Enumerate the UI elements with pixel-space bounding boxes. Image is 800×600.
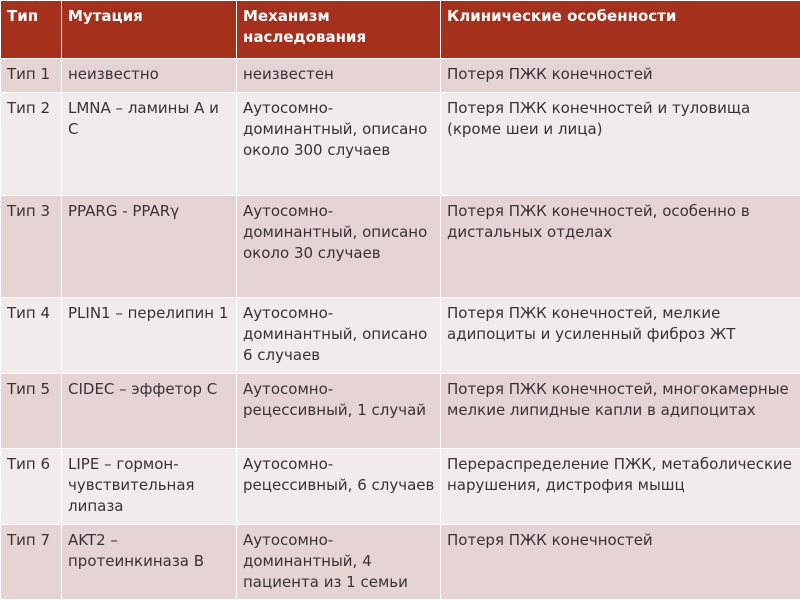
header-clinical: Клинические особенности	[441, 1, 800, 59]
cell-type: Тип 5	[1, 373, 62, 448]
cell-mechanism: Аутосомно-доминантный, описано около 30 случаев	[237, 195, 441, 297]
cell-mutation: LIPE – гормон-чувствительная липаза	[62, 449, 237, 524]
cell-mechanism: Аутосомно-доминантный, 4 пациента из 1 семьи	[237, 524, 441, 599]
cell-type: Тип 2	[1, 93, 62, 195]
cell-mechanism: Аутосомно-рецессивный, 6 случаев	[237, 449, 441, 524]
cell-mutation: LMNA – ламины A и C	[62, 93, 237, 195]
table-row	[1, 93, 800, 195]
cell-clinical: Потеря ПЖК конечностей, особенно в дистальных отделах	[441, 195, 800, 297]
header-mutation: Мутация	[62, 1, 237, 59]
cell-clinical: Потеря ПЖК конечностей	[441, 524, 800, 599]
cell-mutation: CIDEC – эффетор C	[62, 373, 237, 448]
table-row	[1, 195, 800, 297]
header-mechanism: Механизм наследования	[237, 1, 441, 59]
cell-clinical: Потеря ПЖК конечностей	[441, 59, 800, 93]
cell-clinical: Перераспределение ПЖК, метаболические нарушения, дистрофия мышц	[441, 449, 800, 524]
cell-type: Тип 1	[1, 59, 62, 93]
cell-clinical: Потеря ПЖК конечностей и туловища (кроме шеи и лица)	[441, 93, 800, 195]
cell-mechanism: Аутосомно-рецессивный, 1 случай	[237, 373, 441, 448]
cell-mutation: неизвестно	[62, 59, 237, 93]
table-row	[1, 298, 800, 373]
table-row	[1, 524, 800, 599]
table-header-row	[1, 1, 800, 59]
cell-type: Тип 7	[1, 524, 62, 599]
cell-mechanism: неизвестен	[237, 59, 441, 93]
header-type: Тип	[1, 1, 62, 59]
cell-clinical: Потеря ПЖК конечностей, мелкие адипоциты и усиленный фиброз ЖТ	[441, 298, 800, 373]
cell-type: Тип 3	[1, 195, 62, 297]
table-row	[1, 59, 800, 93]
table-row	[1, 449, 800, 524]
cell-type: Тип 6	[1, 449, 62, 524]
cell-mutation: PPARG - PPARγ	[62, 195, 237, 297]
table-row	[1, 373, 800, 448]
cell-clinical: Потеря ПЖК конечностей, многокамерные мелкие липидные капли в адипоцитах	[441, 373, 800, 448]
cell-mechanism: Аутосомно-доминантный, описано около 300 случаев	[237, 93, 441, 195]
cell-mutation: PLIN1 – перелипин 1	[62, 298, 237, 373]
cell-type: Тип 4	[1, 298, 62, 373]
cell-mutation: AKT2 – протеинкиназа B	[62, 524, 237, 599]
cell-mechanism: Аутосомно-доминантный, описано 6 случаев	[237, 298, 441, 373]
